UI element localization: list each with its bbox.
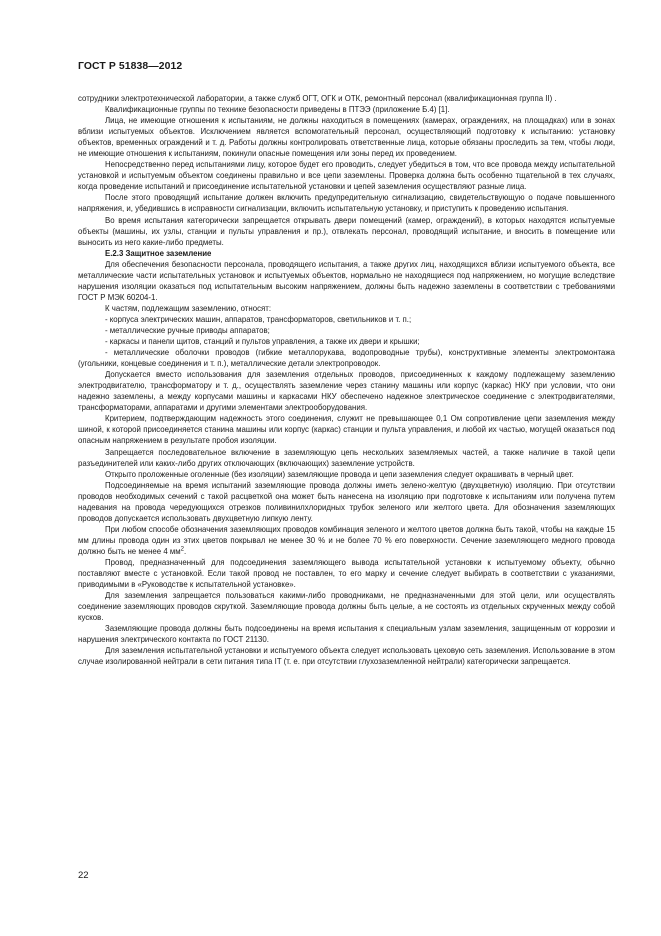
paragraph bbox=[78, 645, 615, 667]
paragraph bbox=[78, 314, 615, 325]
superscript: 2 bbox=[180, 546, 184, 553]
document-body bbox=[78, 93, 615, 667]
paragraph bbox=[78, 347, 615, 369]
paragraph-text: Для заземления запрещается пользоваться какими-либо проводниками, не предназначенными для этой цели, или осуществлять соединение заземляющих проводов скруткой. Заземляющие провода должны быть целые, а не состоять из отдельных скрученных между собой кусков. bbox=[78, 591, 615, 623]
paragraph-text: Во время испытания категорически запрещается открывать двери помещений (камер, ограждений), в которых находятся испытуемые объекты (машины, их узлы, станции и пульты управления и пр.), отвлекать персонал, проводящий испытание, и вносить в помещение или выносить из него какие-либо предметы. bbox=[78, 215, 615, 247]
paragraph bbox=[78, 369, 615, 413]
paragraph-text: Для заземления испытательной установки и испытуемого объекта следует использовать цеховую сеть заземления. Использование в этом случае изолированной нейтрали в сети питания типа IT (т. е. при отсутствии глухозаземленной нейтрали) категорически запрещается. bbox=[78, 646, 615, 667]
paragraph bbox=[78, 159, 615, 192]
paragraph bbox=[78, 325, 615, 336]
paragraph bbox=[78, 480, 615, 524]
paragraph-text: Непосредственно перед испытаниями лицу, которое будет его проводить, следует убедиться в том, что все провода между испытательной установкой и испытуемым объектом соединены правильно и все цепи заземлены. Проверка должна быть особенно тщательной в тех случаях, когда проведение испытаний и присоединение испытательной установки и цепей заземления осуществляют разные лица. bbox=[78, 160, 615, 192]
paragraph bbox=[78, 557, 615, 590]
paragraph-text: - каркасы и панели щитов, станций и пультов управления, а также их двери и крышки; bbox=[105, 337, 420, 347]
paragraph-text: Лица, не имеющие отношения к испытаниям, не должны находиться в помещениях (камерах, ограждениях, на площадках) или в зонах вблизи испытуемых объектов. Исключением является вспомогательный персонал, осуществляющий подготовку к испытанию: установку объектов, временных ограждений и т. д. Работы должны контролировать ответственные лица, которые обязаны проследить за тем, чтобы люди, не имеющие отношения к испытаниям, покинули опасные помещения или зоны перед их проведением. bbox=[78, 116, 615, 159]
paragraph bbox=[78, 303, 615, 314]
paragraph bbox=[78, 623, 615, 645]
paragraph bbox=[78, 192, 615, 214]
paragraph-text: - металлические ручные приводы аппаратов; bbox=[105, 325, 270, 335]
paragraph bbox=[78, 93, 615, 104]
paragraph bbox=[78, 447, 615, 469]
paragraph bbox=[78, 469, 615, 480]
paragraph-text: После этого проводящий испытание должен включить предупредительную сигнализацию, свидетельствующую о подаче повышенного напряжения, и, убедившись в исправности сигнализации, включить испытательную установку, и приступить к проведению испытания. bbox=[78, 193, 615, 214]
paragraph bbox=[78, 336, 615, 347]
paragraph-text: Критерием, подтверждающим надежность этого соединения, служит не превышающее 0,1 Ом сопротивление цепи заземления между шиной, к которой присоединяется станина машины или корпус (каркас) станции и пульта управления, и любой их частью, могущей оказаться под опасным напряжением в результате пробоя изоляции. bbox=[78, 414, 615, 446]
paragraph-text: Заземляющие провода должны быть подсоединены на время испытания к специальным узлам заземления, защищенным от коррозии и нарушения электрического контакта по ГОСТ 21130. bbox=[78, 624, 615, 645]
paragraph-text: Для обеспечения безопасности персонала, проводящего испытания, а также других лиц, находящихся вблизи испытуемого объекта, все металлические части испытательных установок и испытуемых объектов, нормально не находящиеся под напряжением, но могущие вследствие нарушения изоляции оказаться под испытательным высоким напряжением, должны быть надежно заземлены в соответствии с требованиями ГОСТ Р МЭК 60204-1. bbox=[78, 259, 615, 302]
paragraph bbox=[78, 259, 615, 303]
paragraph-text: Запрещается последовательное включение в заземляющую цепь нескольких заземляемых частей, а также наличие в такой цепи разъединителей или каких-либо других отключающих (включающих) заземление устройств. bbox=[78, 447, 615, 468]
paragraph-text: Подсоединяемые на время испытаний заземляющие провода должны иметь зелено-желтую (двухцветную) изоляцию. При отсутствии проводов необходимых сечений с такой расцветкой она может быть нанесена на изоляцию при подготовке к испытаниям или получена путем надевания на провода чередующихся отрезков поливинилхлоридных трубок зеленого или желтого цвета. Для обозначения заземляющих проводов допускается использовать двухцветную липкую ленту. bbox=[78, 480, 615, 523]
paragraph-text: - металлические оболочки проводов (гибкие металлорукава, водопроводные трубы), конструктивные элементы электромонтажа (угольники, концевые соединения и т. п.), металлические детали электропроводок. bbox=[78, 348, 615, 369]
paragraph-text: При любом способе обозначения заземляющих проводов комбинация зеленого и желтого цветов должна быть такой, чтобы на каждые 15 мм длины провода один из этих цветов покрывал не менее 30 % и не более 70 % его поверхности. Сечение заземляющего медного провода должно быть не менее 4 мм bbox=[78, 524, 615, 556]
paragraph-text: Открыто проложенные оголенные (без изоляции) заземляющие провода и цепи заземления следует окрашивать в черный цвет. bbox=[105, 469, 574, 479]
paragraph-text: Квалификационные группы по технике безопасности приведены в ПТЭЭ (приложение Б.4) [1]. bbox=[105, 105, 450, 115]
paragraph-text: сотрудники электротехнической лаборатории, а также служб ОГТ, ОГК и ОТК, ремонтный персонал (квалификационная группа II) . bbox=[78, 94, 557, 103]
paragraph bbox=[78, 115, 615, 159]
paragraph bbox=[78, 104, 615, 115]
paragraph bbox=[78, 413, 615, 446]
paragraph-text: Допускается вместо использования для заземления отдельных проводов, присоединенных к каждому подлежащему заземлению электродвигателю, трансформатору и т. д., осуществлять заземление через станину машины или корпус (каркас) НКУ при условии, что они надежно заземлены, а между корпусами машины и каркасами НКУ обеспечено надежное электрическое соединение с электродвигателями, трансформаторами, аппаратами и другими элементами электрооборудования. bbox=[78, 370, 615, 413]
paragraph bbox=[78, 215, 615, 248]
paragraph bbox=[78, 524, 615, 557]
document-header: ГОСТ Р 51838—2012 bbox=[78, 61, 183, 72]
paragraph-text: Провод, предназначенный для подсоединения заземляющего вывода испытательной установки к испытуемому объекту, обычно поставляют вместе с установкой. Если такой провод не поставлен, то его марку и сечение следует выбирать в соответствии с указаниями, приводимыми в «Руководстве к испытательной установке». bbox=[78, 557, 615, 590]
paragraph bbox=[78, 590, 615, 623]
page-number: 22 bbox=[78, 870, 89, 881]
paragraph-tail: . bbox=[184, 546, 187, 556]
section-heading bbox=[78, 248, 615, 259]
paragraph-text: К частям, подлежащим заземлению, относят: bbox=[105, 303, 272, 313]
paragraph-text: - корпуса электрических машин, аппаратов, трансформаторов, светильников и т. п.; bbox=[105, 314, 412, 324]
paragraph-text: Е.2.3 Защитное заземление bbox=[105, 248, 212, 258]
